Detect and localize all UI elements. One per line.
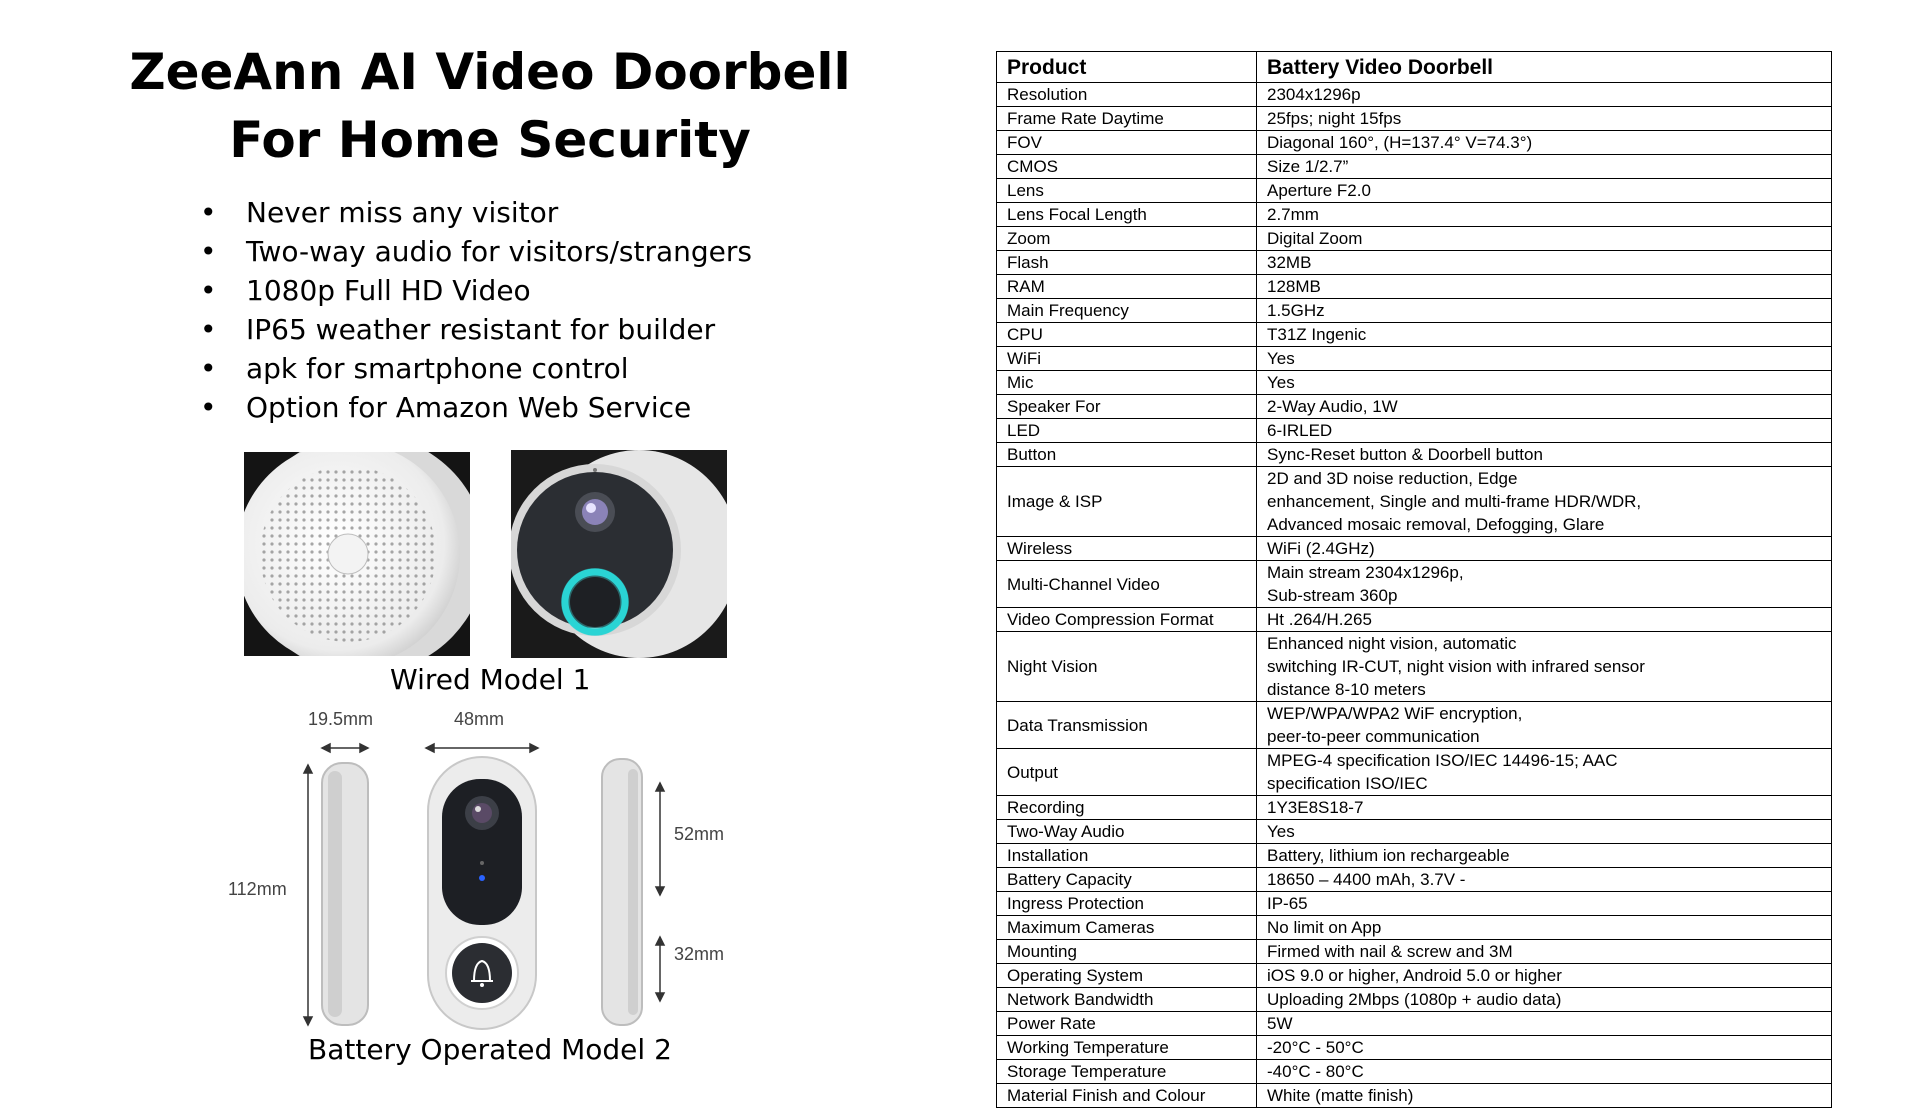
table-row xyxy=(997,1012,1832,1036)
table-row xyxy=(997,179,1832,203)
spec-label-cell: Lens xyxy=(997,179,1257,203)
spec-label-cell: Two-Way Audio xyxy=(997,820,1257,844)
feature-item: • Option for Amazon Web Service xyxy=(200,388,752,427)
feature-item: • IP65 weather resistant for builder xyxy=(200,310,752,349)
table-row xyxy=(997,702,1832,749)
spec-value-cell: 1.5GHz xyxy=(1257,299,1832,323)
chime-speaker-photo xyxy=(244,452,470,656)
spec-value-cell: Size 1/2.7” xyxy=(1257,155,1832,179)
spec-label-cell: Network Bandwidth xyxy=(997,988,1257,1012)
table-row xyxy=(997,395,1832,419)
spec-label-cell: Flash xyxy=(997,251,1257,275)
spec-label-cell: CMOS xyxy=(997,155,1257,179)
upper-dimension-label: 52mm xyxy=(674,824,725,844)
spec-value-cell: 18650 – 4400 mAh, 3.7V - xyxy=(1257,868,1832,892)
spec-value-line: MPEG-4 specification ISO/IEC 14496-15; AAC xyxy=(1267,751,1618,770)
table-row xyxy=(997,796,1832,820)
spec-label-cell: Battery Capacity xyxy=(997,868,1257,892)
spec-label-cell: Mounting xyxy=(997,940,1257,964)
table-row xyxy=(997,275,1832,299)
title-line-1: ZeeAnn AI Video Doorbell xyxy=(129,43,851,101)
table-row xyxy=(997,868,1832,892)
spec-label-cell: Video Compression Format xyxy=(997,608,1257,632)
spec-value-line: Enhanced night vision, automatic xyxy=(1267,634,1517,653)
depth-dimension-label: 19.5mm xyxy=(308,709,374,729)
spec-table xyxy=(996,51,1832,1108)
spec-label-cell: Wireless xyxy=(997,537,1257,561)
spec-label-cell: Material Finish and Colour xyxy=(997,1084,1257,1108)
page-title xyxy=(100,38,880,174)
spec-value-cell: Ht .264/H.265 xyxy=(1257,608,1832,632)
spec-value-cell: 25fps; night 15fps xyxy=(1257,107,1832,131)
spec-label-cell: Ingress Protection xyxy=(997,892,1257,916)
table-row xyxy=(997,1084,1832,1108)
spec-value-line: Main stream 2304x1296p, xyxy=(1267,563,1464,582)
title-line-2: For Home Security xyxy=(229,111,751,169)
spec-label-cell: Maximum Cameras xyxy=(997,916,1257,940)
spec-label-cell: LED xyxy=(997,419,1257,443)
spec-label-cell: Night Vision xyxy=(997,632,1257,702)
spec-value-cell: Battery, lithium ion rechargeable xyxy=(1257,844,1832,868)
table-row xyxy=(997,749,1832,796)
table-header-row xyxy=(997,52,1832,83)
spec-label-cell: CPU xyxy=(997,323,1257,347)
spec-label-cell: Multi-Channel Video xyxy=(997,561,1257,608)
table-row xyxy=(997,371,1832,395)
spec-value-cell xyxy=(1257,467,1832,537)
width-dimension-label: 48mm xyxy=(454,709,505,729)
spec-value-cell: No limit on App xyxy=(1257,916,1832,940)
chime-speaker-image xyxy=(244,452,470,656)
spec-value-cell: 6-IRLED xyxy=(1257,419,1832,443)
table-row xyxy=(997,131,1832,155)
height-dimension-label: 112mm xyxy=(228,879,287,899)
table-row xyxy=(997,537,1832,561)
spec-label-cell: Resolution xyxy=(997,83,1257,107)
table-header-model: Battery Video Doorbell xyxy=(1257,52,1832,83)
spec-value-cell: Sync-Reset button & Doorbell button xyxy=(1257,443,1832,467)
spec-value-cell: IP-65 xyxy=(1257,892,1832,916)
spec-label-cell: Main Frequency xyxy=(997,299,1257,323)
spec-table-body xyxy=(997,83,1832,1108)
spec-label-cell: Recording xyxy=(997,796,1257,820)
spec-label-cell: Speaker For xyxy=(997,395,1257,419)
table-row xyxy=(997,107,1832,131)
model2-caption: Battery Operated Model 2 xyxy=(308,1033,672,1066)
table-row xyxy=(997,155,1832,179)
spec-value-line: 2D and 3D noise reduction, Edge xyxy=(1267,469,1518,488)
wired-doorbell-image xyxy=(511,450,727,658)
spec-value-cell: Digital Zoom xyxy=(1257,227,1832,251)
table-row xyxy=(997,299,1832,323)
spec-value-cell: 2.7mm xyxy=(1257,203,1832,227)
table-row xyxy=(997,227,1832,251)
spec-label-cell: Zoom xyxy=(997,227,1257,251)
table-row xyxy=(997,1036,1832,1060)
battery-model-diagram xyxy=(220,715,760,1035)
spec-value-cell: Diagonal 160°, (H=137.4° V=74.3°) xyxy=(1257,131,1832,155)
spec-value-cell xyxy=(1257,702,1832,749)
spec-value-cell: 2-Way Audio, 1W xyxy=(1257,395,1832,419)
spec-label-cell: Frame Rate Daytime xyxy=(997,107,1257,131)
table-header-product: Product xyxy=(997,52,1257,83)
spec-value-cell xyxy=(1257,561,1832,608)
table-row xyxy=(997,988,1832,1012)
spec-label-cell: Mic xyxy=(997,371,1257,395)
table-row xyxy=(997,443,1832,467)
lower-dimension-label: 32mm xyxy=(674,944,725,964)
spec-label-cell: RAM xyxy=(997,275,1257,299)
feature-item: • 1080p Full HD Video xyxy=(200,271,752,310)
spec-value-cell: -40°C - 80°C xyxy=(1257,1060,1832,1084)
table-row xyxy=(997,347,1832,371)
table-row xyxy=(997,820,1832,844)
spec-label-cell: Data Transmission xyxy=(997,702,1257,749)
model1-caption: Wired Model 1 xyxy=(390,663,591,696)
spec-label-cell: Power Rate xyxy=(997,1012,1257,1036)
spec-label-cell: Working Temperature xyxy=(997,1036,1257,1060)
spec-value-line: switching IR-CUT, night vision with infrared sensor xyxy=(1267,657,1645,676)
table-row xyxy=(997,632,1832,702)
table-row xyxy=(997,203,1832,227)
table-row xyxy=(997,419,1832,443)
spec-value-cell: Uploading 2Mbps (1080p + audio data) xyxy=(1257,988,1832,1012)
spec-value-line: Advanced mosaic removal, Defogging, Glare xyxy=(1267,515,1605,534)
spec-value-cell: 1Y3E8S18-7 xyxy=(1257,796,1832,820)
spec-label-cell: Installation xyxy=(997,844,1257,868)
spec-label-cell: Lens Focal Length xyxy=(997,203,1257,227)
spec-value-cell: WiFi (2.4GHz) xyxy=(1257,537,1832,561)
spec-value-cell: 2304x1296p xyxy=(1257,83,1832,107)
spec-value-line: distance 8-10 meters xyxy=(1267,680,1426,699)
spec-value-line: enhancement, Single and multi-frame HDR/WDR, xyxy=(1267,492,1642,511)
spec-value-cell: T31Z Ingenic xyxy=(1257,323,1832,347)
spec-value-cell xyxy=(1257,749,1832,796)
spec-label-cell: Button xyxy=(997,443,1257,467)
spec-value-cell: White (matte finish) xyxy=(1257,1084,1832,1108)
table-row xyxy=(997,323,1832,347)
spec-value-line: Sub-stream 360p xyxy=(1267,586,1398,605)
spec-value-cell: iOS 9.0 or higher, Android 5.0 or higher xyxy=(1257,964,1832,988)
spec-value-cell: Firmed with nail & screw and 3M xyxy=(1257,940,1832,964)
spec-value-line: specification ISO/IEC xyxy=(1267,774,1428,793)
spec-label-cell: Output xyxy=(997,749,1257,796)
spec-label-cell: WiFi xyxy=(997,347,1257,371)
table-row xyxy=(997,561,1832,608)
spec-value-cell: Yes xyxy=(1257,347,1832,371)
spec-value-cell: Yes xyxy=(1257,820,1832,844)
table-row xyxy=(997,608,1832,632)
table-row xyxy=(997,940,1832,964)
spec-label-cell: Image & ISP xyxy=(997,467,1257,537)
table-row xyxy=(997,892,1832,916)
feature-item: • Two-way audio for visitors/strangers xyxy=(200,232,752,271)
table-row xyxy=(997,916,1832,940)
spec-value-cell: 5W xyxy=(1257,1012,1832,1036)
feature-list xyxy=(200,193,752,427)
spec-label-cell: Operating System xyxy=(997,964,1257,988)
table-row xyxy=(997,251,1832,275)
spec-value-cell: Yes xyxy=(1257,371,1832,395)
table-row xyxy=(997,83,1832,107)
feature-item: • apk for smartphone control xyxy=(200,349,752,388)
feature-item: • Never miss any visitor xyxy=(200,193,752,232)
wired-doorbell-photo xyxy=(511,450,727,658)
spec-label-cell: FOV xyxy=(997,131,1257,155)
spec-value-cell: Aperture F2.0 xyxy=(1257,179,1832,203)
spec-label-cell: Storage Temperature xyxy=(997,1060,1257,1084)
table-row xyxy=(997,844,1832,868)
spec-value-cell: -20°C - 50°C xyxy=(1257,1036,1832,1060)
spec-value-cell: 128MB xyxy=(1257,275,1832,299)
table-row xyxy=(997,964,1832,988)
spec-value-line: WEP/WPA/WPA2 WiF encryption, xyxy=(1267,704,1523,723)
spec-value-cell: 32MB xyxy=(1257,251,1832,275)
spec-value-cell xyxy=(1257,632,1832,702)
spec-value-line: peer-to-peer communication xyxy=(1267,727,1480,746)
table-row xyxy=(997,467,1832,537)
